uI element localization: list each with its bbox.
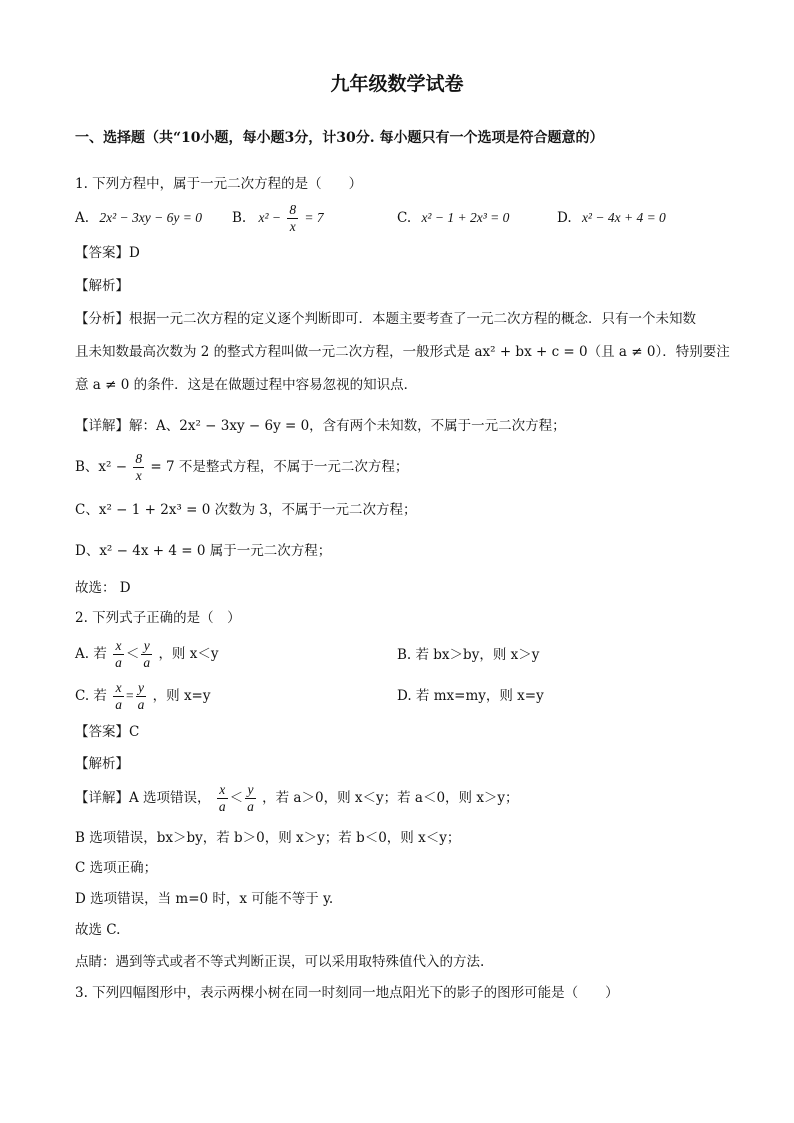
q3-stem: 3. 下列四幅图形中，表示两棵小树在同一时刻同一地点阳光下的影子的图形可能是（ ） [75, 985, 619, 1001]
q1-option-b [232, 200, 324, 236]
fraction-y-over-a: $\frac{y}{a}$ [137, 680, 145, 712]
q1-analysis-tag: 【解析】 [75, 278, 129, 294]
q2-answer: 【答案】C [75, 724, 140, 740]
q2-option-b: B. 若 bx＞by，则 x＞y [397, 647, 540, 663]
q2-analysis-tag: 【解析】 [75, 756, 129, 772]
q1-detail-a: 【详解】解：A、2x² − 3xy − 6y = 0，含有两个未知数，不属于一元二次方程； [75, 418, 566, 434]
less-than-sign: ＜ [125, 646, 140, 661]
q2-option-a [75, 636, 218, 672]
q2-detail-d: D 选项错误，当 m=0 时，x 可能不等于 y. [75, 891, 334, 907]
q2-detail-a [75, 780, 519, 816]
q1-option-d-label: D. [557, 210, 572, 226]
q2-option-a-post: ，则 x＜y [158, 646, 219, 662]
fraction-x-over-a: $\frac{x}{a}$ [115, 638, 122, 670]
q1-option-c-label: C. [397, 210, 412, 226]
q1-option-a-text: 2x² − 3xy − 6y = 0 [99, 210, 202, 225]
fraction-denominator: x [289, 219, 296, 234]
page-title: 九年级数学试卷 [330, 73, 464, 95]
q2-option-c-post: ，则 x=y [152, 688, 211, 704]
q2-stem: 2. 下列式子正确的是（ ） [75, 610, 241, 626]
q1-option-b-label: B. [232, 210, 247, 226]
q2-option-d: D. 若 mx=my，则 x=y [397, 688, 544, 704]
q1-option-b-fraction [287, 202, 298, 235]
q1-option-c-text: x² − 1 + 2x³ = 0 [421, 210, 510, 225]
q1-answer: 【答案】D [75, 245, 140, 261]
fraction-x-over-a: $\frac{x}{a}$ [115, 680, 122, 712]
q1-option-a-label: A. [75, 210, 90, 226]
q2-detail-c: C 选项正确； [75, 860, 158, 876]
fraction-x-over-a: $\frac{x}{a}$ [218, 782, 226, 814]
fraction-numerator: 8 [289, 202, 297, 217]
fraction-y-over-a: $\frac{y}{a}$ [143, 638, 151, 670]
q1-detail-b-pre: B、x² − [75, 459, 128, 475]
q2-option-c [75, 678, 211, 714]
less-than-sign: ＜ [229, 790, 244, 805]
fraction-y-over-a: $\frac{y}{a}$ [247, 782, 254, 814]
q1-detail-b-post: = 7 不是整式方程，不属于一元二次方程； [150, 459, 409, 475]
q1-option-a [75, 208, 202, 228]
q1-detail-d: D、x² − 4x + 4 = 0 属于一元二次方程； [75, 543, 332, 559]
q2-detail-a-post: ，若 a＞0，则 x＜y；若 a＜0，则 x＞y； [262, 790, 519, 806]
q2-detail-a-pre: 【详解】A 选项错误， [75, 790, 211, 806]
fraction-numerator: 8 [135, 451, 143, 466]
q1-analysis-line-1: 【分析】根据一元二次方程的定义逐个判断即可．本题主要考查了一元二次方程的概念．只有一个未知数 [75, 311, 696, 327]
q2-option-c-pre: C. 若 [75, 688, 107, 704]
q1-detail-b [75, 449, 408, 485]
q1-conclusion: 故选： D [75, 580, 131, 596]
q2-tip: 点睛：遇到等式或者不等式判断正误，可以采用取特殊值代入的方法. [75, 954, 485, 970]
section-heading: 一、选择题（共“10小题，每小题3分，计30分. 每小题只有一个选项是符合题意的） [75, 130, 604, 146]
q1-option-c [397, 208, 509, 228]
fraction-denominator: x [135, 468, 142, 483]
q1-option-d [557, 208, 666, 228]
q1-detail-c: C、x² − 1 + 2x³ = 0 次数为 3，不属于一元二次方程； [75, 502, 417, 518]
q2-detail-b: B 选项错误，bx＞by，若 b＞0，则 x＞y；若 b＜0，则 x＜y； [75, 830, 461, 846]
q2-option-a-pre: A. 若 [75, 646, 107, 662]
q1-analysis-line-3: 意 a ≠ 0 的条件．这是在做题过程中容易忽视的知识点． [75, 377, 418, 393]
q1-option-b-post: = 7 [304, 210, 324, 225]
q2-conclusion: 故选 C. [75, 922, 121, 938]
q1-option-d-text: x² − 4x + 4 = 0 [581, 210, 666, 225]
q1-detail-b-fraction [133, 451, 144, 484]
q1-option-b-pre: x² − [258, 210, 282, 225]
equals-sign: = [125, 688, 134, 703]
q1-stem: 1. 下列方程中，属于一元二次方程的是（ ） [75, 176, 363, 192]
q1-analysis-line-2: 且未知数最高次数为 2 的整式方程叫做一元二次方程，一般形式是 ax² + bx + c = 0（且 a ≠ 0）．特别要注 [75, 344, 730, 360]
